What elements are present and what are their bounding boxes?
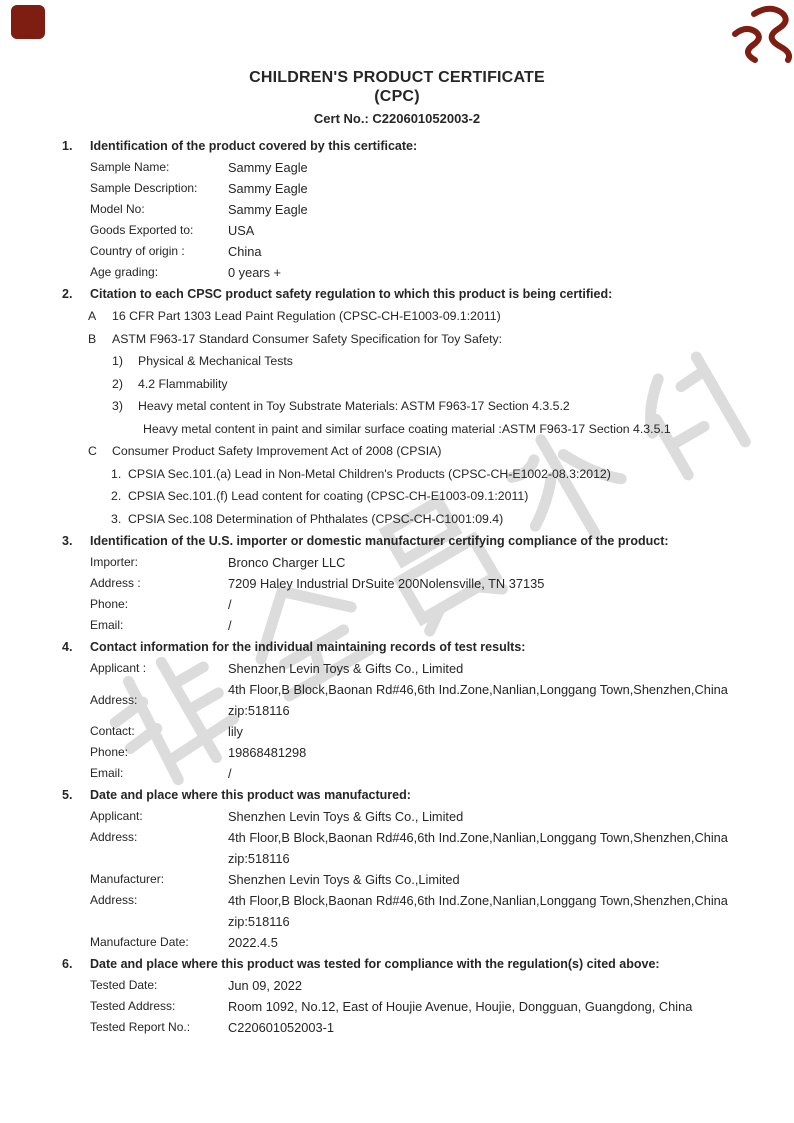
- field-row-mfg-applicant: [62, 806, 732, 827]
- field-value: 7209 Haley Industrial DrSuite 200Nolensville, TN 37135: [228, 576, 545, 591]
- section-5-heading: [62, 785, 732, 806]
- field-label: Goods Exported to:: [90, 223, 194, 237]
- citation-item: [62, 440, 732, 463]
- citation-text: ASTM F963-17 Standard Consumer Safety Specification for Toy Safety:: [112, 331, 503, 346]
- section-title: Identification of the U.S. importer or domestic manufacturer certifying compliance of the product:: [90, 534, 669, 548]
- field-row-contact-email: [62, 763, 732, 784]
- citation-item: [62, 485, 732, 508]
- field-label: Address:: [90, 893, 138, 907]
- citation-text: Physical & Mechanical Tests: [138, 354, 293, 368]
- citation-marker: B: [88, 331, 97, 346]
- field-value: USA: [228, 223, 255, 238]
- field-label: Address :: [90, 576, 141, 590]
- citation-item: [62, 508, 732, 531]
- field-value: [228, 890, 732, 932]
- citation-marker: 1.: [111, 466, 122, 481]
- field-label: Applicant:: [90, 809, 143, 823]
- field-value: Shenzhen Levin Toys & Gifts Co., Limited: [228, 809, 464, 824]
- field-value: Shenzhen Levin Toys & Gifts Co.,Limited: [228, 872, 460, 887]
- field-row-importer-address: [62, 573, 732, 594]
- field-row-tested-date: [62, 975, 732, 996]
- citation-text: 4.2 Flammability: [138, 376, 228, 391]
- field-label: Address:: [90, 692, 138, 707]
- field-label: Manufacturer:: [90, 872, 165, 886]
- field-row-goods-exported: [62, 220, 732, 241]
- citation-text: CPSIA Sec.108 Determination of Phthalates (CPSC-CH-C1001:09.4): [128, 511, 504, 526]
- citation-text: CPSIA Sec.101.(f) Lead content for coating (CPSC-CH-E1003-09.1:2011): [128, 489, 529, 503]
- field-row-tested-report-no: [62, 1017, 732, 1038]
- section-4-heading: [62, 637, 732, 658]
- cert-number: Cert No.: C220601052003-2: [313, 111, 481, 126]
- citation-item: [62, 305, 732, 328]
- field-value: 19868481298: [228, 745, 307, 760]
- section-title: Contact information for the individual maintaining records of test results:: [90, 640, 526, 654]
- citation-marker: C: [88, 444, 97, 458]
- section-number: 6.: [62, 957, 73, 971]
- section-title: Date and place where this product was tested for compliance with the regulation(s) cited above:: [90, 957, 660, 971]
- field-row-tested-address: [62, 996, 732, 1017]
- citation-item: [62, 463, 732, 486]
- field-row-manufacturer-address: [62, 890, 732, 932]
- field-value: [228, 827, 732, 869]
- field-row-contact-phone: [62, 742, 732, 763]
- field-row-age-grading: [62, 262, 732, 283]
- field-value: Sammy Eagle: [228, 202, 308, 217]
- citation-item: [62, 328, 732, 351]
- field-label: Tested Date:: [90, 978, 158, 992]
- field-row-sample-description: [62, 178, 732, 199]
- field-label: Country of origin :: [90, 244, 185, 258]
- section-title: Date and place where this product was manufactured:: [90, 788, 411, 802]
- field-row-applicant-address: [62, 679, 732, 721]
- field-value: /: [228, 618, 232, 633]
- field-label: Sample Name:: [90, 160, 170, 174]
- address-line-2: zip:518116: [228, 703, 290, 718]
- field-label: Tested Address:: [90, 999, 176, 1013]
- citation-text: Heavy metal content in paint and similar surface coating material :ASTM F963-17 Section 4.3.5.1: [143, 421, 671, 436]
- citation-marker: 2): [112, 376, 123, 391]
- citation-marker: 3): [112, 399, 123, 413]
- section-2-heading: [62, 284, 732, 305]
- field-row-contact: [62, 721, 732, 742]
- field-label: Importer:: [90, 555, 139, 569]
- field-row-applicant: [62, 658, 732, 679]
- field-label: Phone:: [90, 597, 129, 611]
- field-label: Model No:: [90, 202, 145, 216]
- field-label: Age grading:: [90, 265, 159, 279]
- section-title: Identification of the product covered by this certificate:: [90, 139, 418, 153]
- field-row-sample-name: [62, 157, 732, 178]
- field-value: Bronco Charger LLC: [228, 555, 346, 570]
- section-3-heading: [62, 531, 732, 552]
- field-label: Email:: [90, 618, 124, 632]
- citation-text: 16 CFR Part 1303 Lead Paint Regulation (CPSC-CH-E1003-09.1:2011): [112, 309, 501, 323]
- citation-item: [62, 350, 732, 373]
- address-line-1: 4th Floor,B Block,Baonan Rd#46,6th Ind.Zone,Nanlian,Longgang Town,Shenzhen,China: [228, 682, 728, 697]
- field-value: /: [228, 766, 232, 781]
- field-value: 2022.4.5: [228, 935, 278, 950]
- field-value: 0 years +: [228, 265, 281, 280]
- field-row-importer-phone: [62, 594, 732, 615]
- field-row-manufacture-date: [62, 932, 732, 953]
- field-label: Manufacture Date:: [90, 935, 189, 949]
- section-1-heading: [62, 136, 732, 157]
- field-label: Applicant :: [90, 661, 147, 675]
- citation-marker: 3.: [111, 511, 122, 526]
- field-label: Address:: [90, 830, 138, 844]
- field-value: Shenzhen Levin Toys & Gifts Co., Limited: [228, 661, 464, 676]
- document-subtitle: (CPC): [374, 88, 420, 105]
- section-number: 3.: [62, 534, 73, 548]
- field-row-importer: [62, 552, 732, 573]
- field-value: C220601052003-1: [228, 1020, 335, 1035]
- field-label: Phone:: [90, 745, 129, 759]
- field-label: Sample Description:: [90, 181, 198, 195]
- field-value: /: [228, 597, 232, 612]
- citation-text: CPSIA Sec.101.(a) Lead in Non-Metal Children's Products (CPSC-CH-E1002-08.3:2012): [128, 466, 611, 481]
- field-row-importer-email: [62, 615, 732, 636]
- address-line-1: 4th Floor,B Block,Baonan Rd#46,6th Ind.Zone,Nanlian,Longgang Town,Shenzhen,China: [228, 830, 728, 845]
- field-label: Tested Report No.:: [90, 1020, 191, 1034]
- field-row-manufacturer: [62, 869, 732, 890]
- stamp-script-icon: [735, 9, 789, 60]
- field-value: lily: [228, 724, 243, 739]
- section-number: 5.: [62, 788, 73, 802]
- section-number: 1.: [62, 139, 73, 153]
- citation-marker: A: [88, 309, 97, 323]
- field-value: Jun 09, 2022: [228, 978, 303, 993]
- field-label: Email:: [90, 766, 124, 780]
- citation-text: Consumer Product Safety Improvement Act of 2008 (CPSIA): [112, 444, 442, 458]
- address-line-1: 4th Floor,B Block,Baonan Rd#46,6th Ind.Zone,Nanlian,Longgang Town,Shenzhen,China: [228, 893, 728, 908]
- field-row-model-no: [62, 199, 732, 220]
- citation-marker: 2.: [111, 489, 122, 503]
- section-number: 2.: [62, 287, 73, 301]
- field-label: Contact:: [90, 724, 135, 738]
- field-value: Room 1092, No.12, East of Houjie Avenue, Houjie, Dongguan, Guangdong, China: [228, 999, 693, 1014]
- field-value: China: [228, 244, 262, 259]
- section-6-heading: [62, 954, 732, 975]
- citation-text: Heavy metal content in Toy Substrate Materials: ASTM F963-17 Section 4.3.5.2: [138, 399, 570, 413]
- citation-item: [62, 395, 732, 418]
- citation-item: [62, 373, 732, 396]
- citation-marker: 1): [112, 354, 123, 368]
- field-value: Sammy Eagle: [228, 160, 308, 175]
- citation-item-continuation: [62, 418, 732, 441]
- field-value: [228, 679, 732, 721]
- address-line-2: zip:518116: [228, 851, 290, 866]
- section-title: Citation to each CPSC product safety regulation to which this product is being certified:: [90, 287, 613, 301]
- address-line-2: zip:518116: [228, 914, 290, 929]
- field-value: Sammy Eagle: [228, 181, 308, 196]
- field-row-mfg-applicant-address: [62, 827, 732, 869]
- document-title: CHILDREN'S PRODUCT CERTIFICATE: [249, 69, 545, 86]
- section-number: 4.: [62, 640, 73, 654]
- field-row-country-origin: [62, 241, 732, 262]
